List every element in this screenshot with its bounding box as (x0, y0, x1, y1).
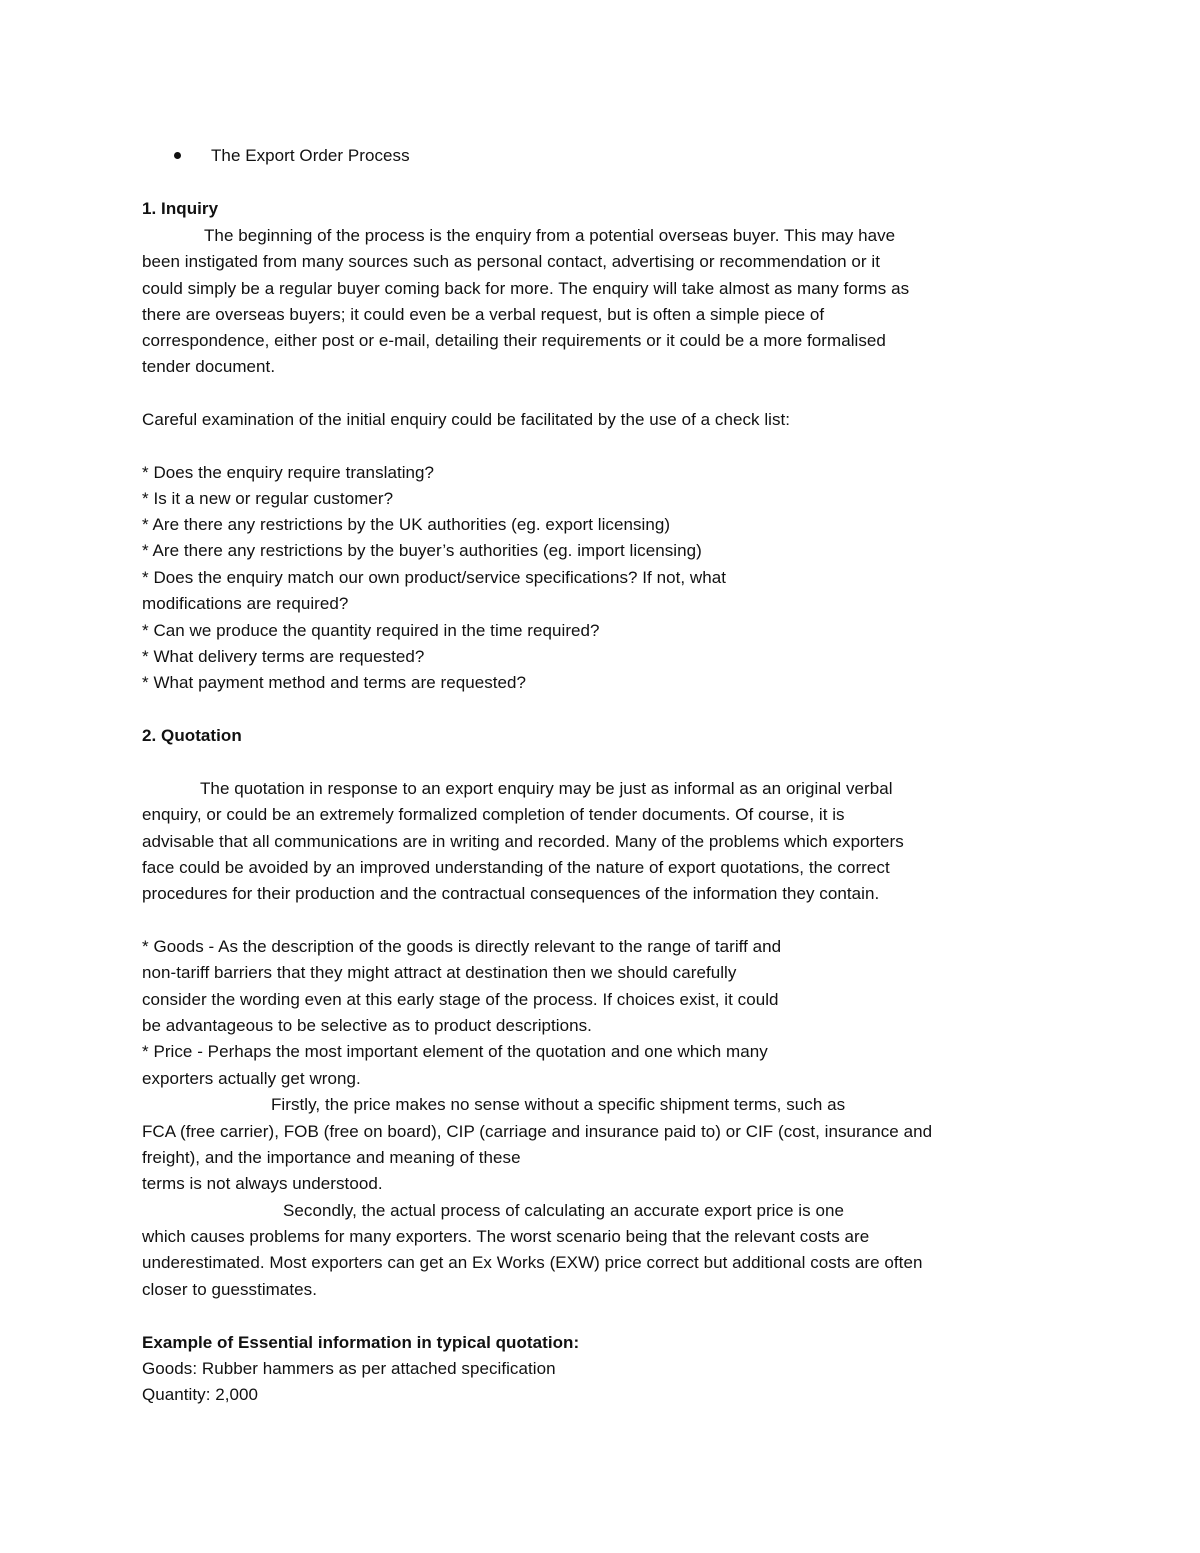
checklist-item: * Are there any restrictions by the UK authorities (eg. export licensing) (142, 515, 671, 534)
quotation-paragraph-line: advisable that all communications are in writing and recorded. Many of the problems which exporters (142, 832, 904, 851)
goods-line: consider the wording even at this early stage of the process. If choices exist, it could (142, 990, 779, 1009)
quotation-paragraph-line: The quotation in response to an export enquiry may be just as informal as an original verbal (200, 779, 893, 798)
section-heading-quotation: 2. Quotation (142, 726, 242, 745)
checklist-item: * Does the enquiry match our own product/service specifications? If not, what (142, 568, 727, 587)
quotation-paragraph-line: enquiry, or could be an extremely formalized completion of tender documents. Of course, it is (142, 805, 845, 824)
inquiry-paragraph-line: The beginning of the process is the enquiry from a potential overseas buyer. This may have (204, 226, 896, 245)
section-heading-inquiry: 1. Inquiry (142, 199, 219, 218)
checklist-item: * Are there any restrictions by the buyer’s authorities (eg. import licensing) (142, 541, 702, 560)
checklist-item: * Is it a new or regular customer? (142, 489, 394, 508)
firstly-line: terms is not always understood. (142, 1174, 383, 1193)
firstly-line: Firstly, the price makes no sense without a specific shipment terms, such as (271, 1095, 846, 1114)
secondly-line: underestimated. Most exporters can get an Ex Works (EXW) price correct but additional costs are often (142, 1253, 923, 1272)
bullet-point-icon (174, 152, 181, 159)
firstly-line: FCA (free carrier), FOB (free on board), CIP (carriage and insurance paid to) or CIF (cost, insurance and (142, 1122, 933, 1141)
example-line: Quantity: 2,000 (142, 1385, 259, 1404)
example-heading: Example of Essential information in typical quotation: (142, 1333, 580, 1352)
inquiry-paragraph-line: been instigated from many sources such as personal contact, advertising or recommendation or it (142, 252, 881, 271)
quotation-paragraph-line: procedures for their production and the contractual consequences of the information they contain. (142, 884, 880, 903)
firstly-line: freight), and the importance and meaning of these (142, 1148, 521, 1167)
checklist-intro: Careful examination of the initial enquiry could be facilitated by the use of a check list: (142, 410, 791, 429)
bullet-heading: The Export Order Process (211, 146, 410, 165)
secondly-line: closer to guesstimates. (142, 1280, 318, 1299)
goods-line: non-tariff barriers that they might attract at destination then we should carefully (142, 963, 737, 982)
inquiry-paragraph-line: tender document. (142, 357, 276, 376)
checklist-item: * Can we produce the quantity required in the time required? (142, 621, 600, 640)
price-line: * Price - Perhaps the most important element of the quotation and one which many (142, 1042, 768, 1061)
inquiry-paragraph-line: there are overseas buyers; it could even be a verbal request, but is often a simple piece of (142, 305, 825, 324)
price-line: exporters actually get wrong. (142, 1069, 361, 1088)
checklist-item: * What delivery terms are requested? (142, 647, 425, 666)
inquiry-paragraph-line: correspondence, either post or e-mail, detailing their requirements or it could be a more formalised (142, 331, 886, 350)
checklist-item: modifications are required? (142, 594, 349, 613)
checklist-item: * What payment method and terms are requested? (142, 673, 527, 692)
inquiry-paragraph-line: could simply be a regular buyer coming back for more. The enquiry will take almost as many forms as (142, 279, 910, 298)
secondly-line: which causes problems for many exporters. The worst scenario being that the relevant costs are (142, 1227, 870, 1246)
goods-line: be advantageous to be selective as to product descriptions. (142, 1016, 592, 1035)
checklist-item: * Does the enquiry require translating? (142, 463, 435, 482)
secondly-line: Secondly, the actual process of calculating an accurate export price is one (283, 1201, 844, 1220)
goods-line: * Goods - As the description of the goods is directly relevant to the range of tariff and (142, 937, 782, 956)
quotation-paragraph-line: face could be avoided by an improved understanding of the nature of export quotations, the correct (142, 858, 890, 877)
example-line: Goods: Rubber hammers as per attached specification (142, 1359, 556, 1378)
